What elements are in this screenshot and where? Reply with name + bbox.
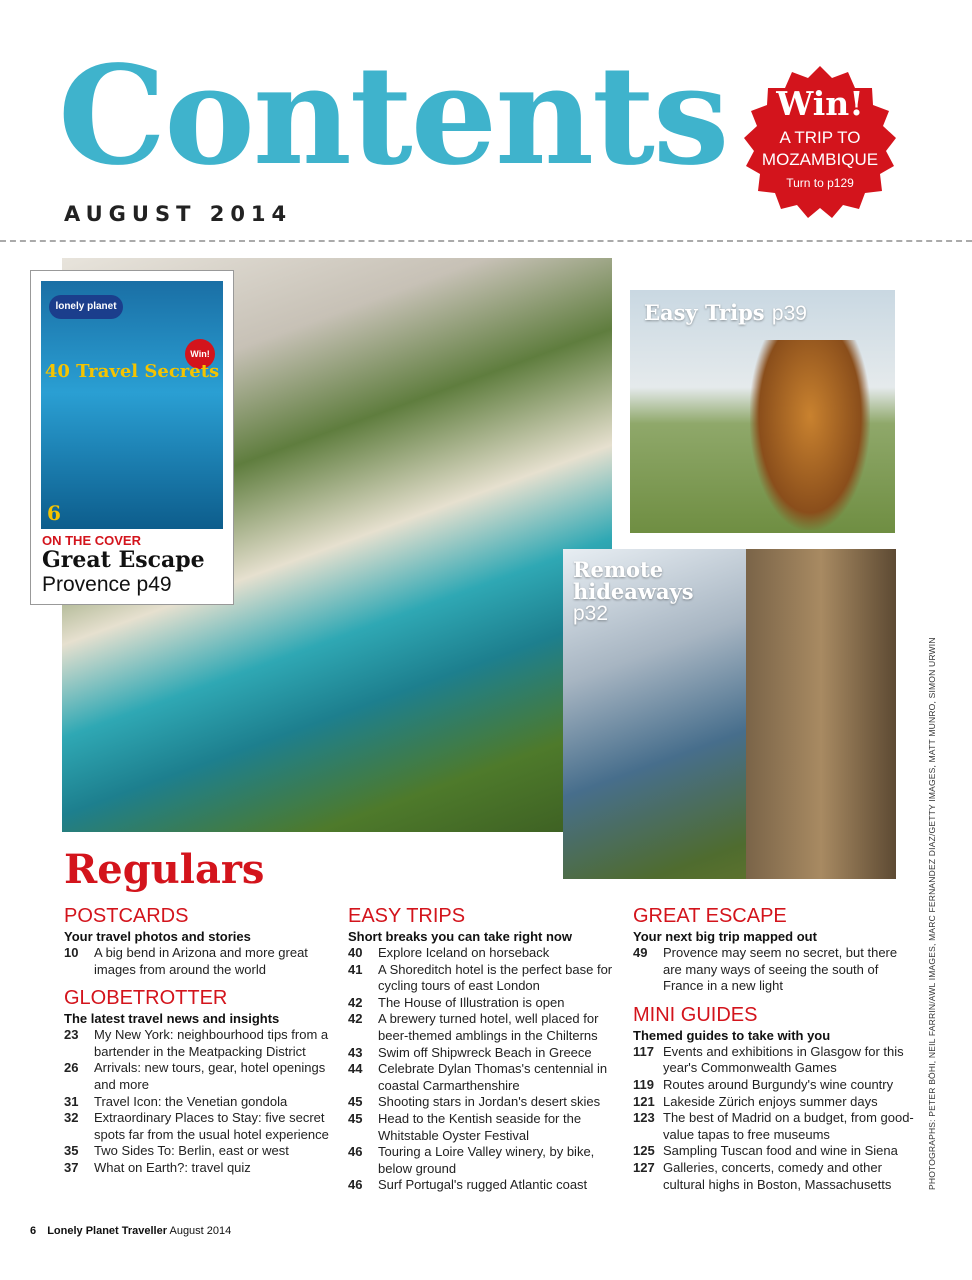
lonely-planet-logo: lonely planet xyxy=(49,295,123,319)
section-subheading: Short breaks you can take right now xyxy=(348,929,572,944)
dashed-divider xyxy=(0,240,972,242)
entry-page-number: 125 xyxy=(633,1143,655,1159)
section-heading: EASY TRIPS xyxy=(348,905,466,927)
photo-credits: PHOTOGRAPHS: PETER BÖHI, NEIL FARRIN/AWL IMAGES, MARC FERNANDEZ DIAZ/GETTY IMAGES, MATT MUNRO, SIMON URWIN xyxy=(927,637,937,1190)
remote-label xyxy=(573,559,753,625)
contents-entry[interactable] xyxy=(64,1110,346,1143)
entry-page-number: 41 xyxy=(348,961,363,977)
entry-page-number: 49 xyxy=(633,945,648,960)
entry-description: Surf Portugal's rugged Atlantic coast xyxy=(378,1177,588,1193)
contents-entry[interactable] xyxy=(633,945,915,995)
cover-headline: 40 Travel Secrets xyxy=(44,361,220,382)
entry-page-number: 31 xyxy=(64,1093,79,1109)
easy-trips-title: Easy Trips xyxy=(644,300,765,325)
issue-date: AUGUST 2014 xyxy=(64,202,293,226)
entry-description: Swim off Shipwreck Beach in Greece xyxy=(378,1044,592,1060)
contents-entry[interactable] xyxy=(348,1045,630,1062)
entry-description: Galleries, concerts, comedy and other cultural highs in Boston, Massachusetts xyxy=(663,1159,892,1192)
contents-entry[interactable] xyxy=(633,1160,915,1193)
cover-number: 6 xyxy=(47,501,61,525)
contents-entry[interactable] xyxy=(633,1044,915,1077)
entry-description: Lakeside Zürich enjoys summer days xyxy=(663,1093,878,1109)
cover-win-badge: Win! xyxy=(185,339,215,369)
entry-description: The House of Illustration is open xyxy=(378,994,565,1010)
entry-description: A Shoreditch hotel is the perfect base for cycling tours of east London xyxy=(378,961,613,994)
contents-column-2 xyxy=(348,904,630,1202)
contents-entry[interactable] xyxy=(348,962,630,995)
win-headline: Win! xyxy=(776,84,864,123)
entry-page-number: 119 xyxy=(633,1076,654,1092)
section-subheading: The latest travel news and insights xyxy=(64,1011,280,1027)
entry-page-number: 42 xyxy=(348,994,363,1010)
contents-section xyxy=(348,904,630,1194)
page-footer xyxy=(30,1225,231,1237)
entry-description: A big bend in Arizona and more great images from around the world xyxy=(94,945,308,977)
entry-description: Head to the Kentish seaside for the Whitstable Oyster Festival xyxy=(378,1110,582,1143)
contents-entry[interactable] xyxy=(64,1060,346,1093)
easy-trips-label xyxy=(644,300,807,326)
win-cta: Turn to p129 xyxy=(786,176,854,190)
section-heading: GLOBETROTTER xyxy=(64,987,228,1010)
entry-page-number: 40 xyxy=(348,945,363,960)
horse-photo[interactable] xyxy=(630,290,895,533)
entry-description: Travel Icon: the Venetian gondola xyxy=(94,1093,288,1109)
easy-trips-page: p39 xyxy=(771,302,807,325)
entry-description: Celebrate Dylan Thomas's centennial in coastal Carmarthenshire xyxy=(378,1061,608,1093)
entry-description: My New York: neighbourhood tips from a bartender in the Meatpacking District xyxy=(94,1027,329,1059)
magazine-name: Lonely Planet Traveller xyxy=(47,1225,168,1237)
entry-description: Provence may seem no secret, but there are many ways of seeing the south of France in a new light xyxy=(663,945,898,994)
entry-page-number: 32 xyxy=(64,1110,79,1126)
contents-entry[interactable] xyxy=(64,945,346,978)
contents-entry[interactable] xyxy=(633,1110,915,1143)
entry-page-number: 44 xyxy=(348,1061,363,1077)
cliff-shape xyxy=(746,549,896,879)
contents-entry[interactable] xyxy=(633,1077,915,1094)
entry-page-number: 117 xyxy=(633,1043,654,1059)
entry-page-number: 37 xyxy=(64,1159,79,1175)
win-line-1: A TRIP TO xyxy=(779,128,861,147)
contents-entry[interactable] xyxy=(348,1144,630,1177)
cover-story-page: Provence p49 xyxy=(42,573,172,596)
entry-description: Two Sides To: Berlin, east or west xyxy=(94,1143,289,1159)
contents-section xyxy=(64,986,346,1176)
contents-column-1 xyxy=(64,904,346,1185)
win-line-2: MOZAMBIQUE xyxy=(761,150,879,169)
entry-description: What on Earth?: travel quiz xyxy=(94,1159,251,1175)
entry-description: Events and exhibitions in Glasgow for this year's Commonwealth Games xyxy=(663,1043,904,1076)
entry-page-number: 26 xyxy=(64,1060,79,1076)
contents-entry[interactable] xyxy=(348,995,630,1012)
entry-page-number: 42 xyxy=(348,1011,363,1027)
section-subheading: Your travel photos and stories xyxy=(64,929,251,944)
contents-entry[interactable] xyxy=(64,1094,346,1111)
section-heading: POSTCARDS xyxy=(64,905,189,927)
entry-page-number: 121 xyxy=(633,1093,655,1109)
entry-page-number: 43 xyxy=(348,1044,363,1060)
contents-entry[interactable] xyxy=(64,1160,346,1177)
contents-entry[interactable] xyxy=(633,1094,915,1111)
entry-description: The best of Madrid on a budget, from good-value tapas to free museums xyxy=(663,1110,914,1142)
entry-page-number: 127 xyxy=(633,1159,655,1175)
remote-hideaways-photo[interactable] xyxy=(563,549,896,879)
contents-entry[interactable] xyxy=(348,1061,630,1094)
contents-entry[interactable] xyxy=(348,945,630,962)
page-number: 6 xyxy=(30,1225,37,1237)
contents-entry[interactable] xyxy=(64,1143,346,1160)
contents-entry[interactable] xyxy=(348,1094,630,1111)
entry-page-number: 46 xyxy=(348,1177,363,1193)
entry-description: Touring a Loire Valley winery, by bike, below ground xyxy=(378,1144,595,1176)
contents-entry[interactable] xyxy=(348,1111,630,1144)
horse-figure xyxy=(750,340,870,530)
entry-description: Arrivals: new tours, gear, hotel openings and more xyxy=(94,1060,326,1092)
contents-section xyxy=(64,904,346,978)
entry-page-number: 10 xyxy=(64,945,79,960)
entry-page-number: 35 xyxy=(64,1143,79,1159)
contents-entry[interactable] xyxy=(348,1011,630,1044)
entry-description: A brewery turned hotel, well placed for beer-themed amblings in the Chilterns xyxy=(378,1011,599,1043)
remote-page: p32 xyxy=(573,602,609,625)
section-heading: MINI GUIDES xyxy=(633,1003,758,1026)
cover-panel[interactable] xyxy=(30,270,234,605)
footer-date: August 2014 xyxy=(169,1225,232,1237)
entry-description: Shooting stars in Jordan's desert skies xyxy=(378,1094,601,1110)
section-subheading: Your next big trip mapped out xyxy=(633,929,817,944)
contents-entry[interactable] xyxy=(633,1143,915,1160)
section-subheading: Themed guides to take with you xyxy=(633,1027,831,1043)
cover-story-title: Great Escape xyxy=(42,547,205,573)
page-title: Contents xyxy=(58,36,728,196)
entry-page-number: 45 xyxy=(348,1110,363,1126)
contents-section xyxy=(633,1003,915,1193)
entry-page-number: 45 xyxy=(348,1094,363,1110)
win-badge[interactable] xyxy=(740,64,900,224)
entry-page-number: 123 xyxy=(633,1110,655,1126)
entry-page-number: 46 xyxy=(348,1144,363,1160)
entry-description: Routes around Burgundy's wine country xyxy=(663,1076,894,1092)
entry-description: Sampling Tuscan food and wine in Siena xyxy=(663,1143,898,1159)
entry-description: Extraordinary Places to Stay: five secret spots far from the usual hotel experience xyxy=(94,1110,329,1142)
on-the-cover-tag: ON THE COVER xyxy=(42,533,141,548)
contents-section xyxy=(633,904,915,995)
contents-column-3 xyxy=(633,904,915,1201)
entry-description: Explore Iceland on horseback xyxy=(378,945,550,960)
contents-entry[interactable] xyxy=(348,1177,630,1194)
regulars-heading: Regulars xyxy=(64,846,265,893)
remote-title: Remote hideaways xyxy=(573,557,694,604)
contents-entry[interactable] xyxy=(64,1027,346,1060)
magazine-cover xyxy=(41,281,223,529)
entry-page-number: 23 xyxy=(64,1027,79,1043)
section-heading: GREAT ESCAPE xyxy=(633,905,787,927)
